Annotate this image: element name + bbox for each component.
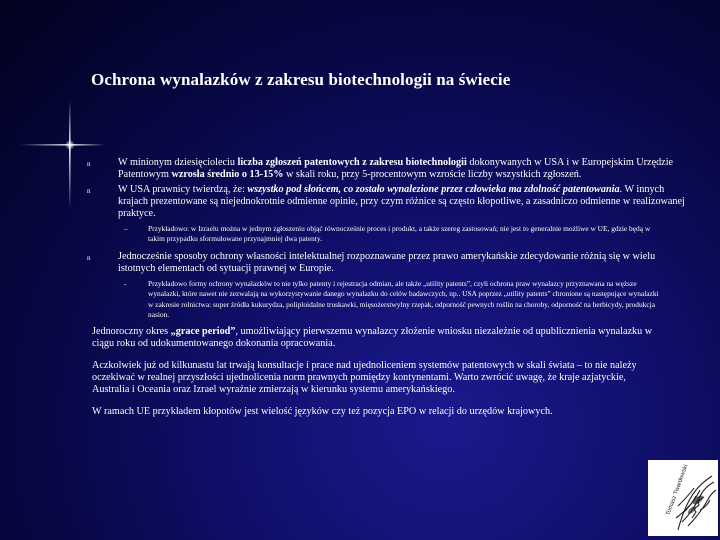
paragraph-eu: W ramach UE przykładem kłopotów jest wielość języków czy też pozycja EPO w relacji do urzędów krajowych. [92, 406, 553, 418]
bullet-marker: n [87, 160, 91, 168]
paragraph-bold-text: „grace period” [170, 326, 236, 338]
bullet-bold-text: liczba zgłoszeń patentowych z zakresu biotechnologii [237, 157, 467, 168]
bullet-item [86, 251, 686, 275]
bullet-text: . W innych krajach prezentowane są niejednokrotnie odmienne opinie, przy czym różnice są często kłopotliwe, a zasadniczo odmienne w realizowanej praktyce. [118, 184, 685, 219]
slide-title: Ochrona wynalazków z zakresu biotechnologii na świecie [91, 70, 511, 89]
bullet-text: dokonywanych w USA i w Europejskim Urzędzie Patentowym [118, 157, 674, 180]
bullet-text: Jednocześnie sposoby ochrony własności intelektualnej rozpoznawane przez prawo amerykańskie zdecydowanie różnią się w wielu istotnych elementach od sytuacji prawnej w Europie. [118, 250, 656, 274]
svg-text:Tomasz Twardowski: Tomasz Twardowski [665, 464, 690, 517]
bullet-quote: wszystko pod słońcem, co zostało wynalezione przez człowieka ma zdolność patentowania [247, 184, 620, 195]
slide-content [86, 157, 686, 418]
bullet-marker: n [87, 253, 91, 262]
sub-bullet-marker: - [124, 278, 127, 288]
paragraph-grace-period [92, 326, 656, 350]
bullet-marker: n [87, 187, 91, 195]
bullet-text: w skali roku, przy 5-procentowym wzroście liczby wszystkich zgłoszeń. [283, 169, 582, 180]
sub-bullet-item [86, 224, 686, 245]
bullet-item [86, 184, 686, 220]
bullet-bold-text: wzrosła średnio o 13-15% [171, 169, 284, 180]
bullet-text: W minionym dziesięcioleciu [118, 157, 238, 168]
signature-icon [648, 460, 718, 536]
bullet-text: W USA prawnicy twierdzą, że: [118, 184, 248, 195]
sub-bullet-marker: – [124, 224, 128, 233]
paragraph-harmonization: Aczkolwiek już od kilkunastu lat trwają konsultacje i prace nad ujednoliceniem systemów patentowych w skali świata – to nie należy oczekiwać w realnej przyszłości ujednolicenia norm prawnych pomiędzy kontynentami. Warto zwrócić uwagę, że kraje azjatyckie, Australia i Oceania oraz Izrael wyraźnie zmierzają w kierunku systemu amerykańskiego. [92, 360, 637, 396]
paragraph-text: , umożliwiający pierwszemu wynalazcy złożenie wniosku niezależnie od upublicznienia wynalazku w ciągu roku od udokumentowanego dokonania opracowania. [92, 326, 653, 350]
sub-bullet-text: Przykładowo: w Izraelu można w jednym zgłoszeniu objąć równocześnie proces i produkt, a także szereg zastosowań; nie jest to generalnie możliwe w UE, gdzie będą w takim przypadku sformułowane przynajmniej dwa patenty. [148, 224, 651, 244]
sub-bullet-item [86, 279, 686, 321]
paragraph-text: Jednoroczny okres [92, 326, 171, 338]
bullet-item [86, 157, 686, 181]
signature-stamp [648, 460, 718, 536]
sub-bullet-text: Przykładowo formy ochrony wynalazków to nie tylko patenty i rejestracja odmian, ale także „utility patents”, czyli ochrona praw wynalazcy przyznawana na węższe wynalazki, które nawet nie zezwalają na wykorzystywanie danego wynalazku do celów badawczych, np.. USA poprzez „utility patents” chronione są następujące wynalazki w zakresie rolnictwa: super źródła kukurydza, poliploidalne truskawki, mięsożerstwylny rzepak, odporność pewnych roślin na choroby, odporność na herbicydy, produkcja nasion. [148, 278, 659, 320]
